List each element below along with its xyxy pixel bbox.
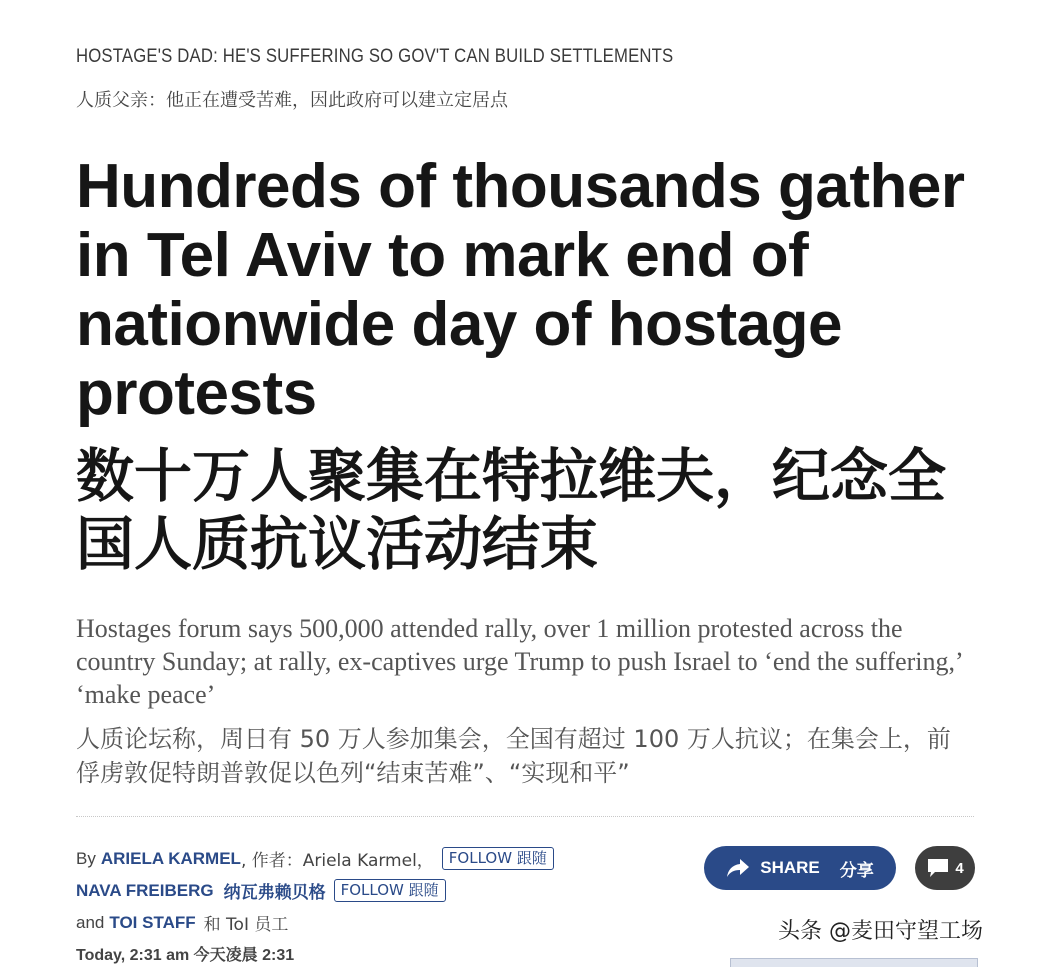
subheadline: Hostages forum says 500,000 attended rally, over 1 million protested across the country Sunday; at rally, ex-captives urge Trump to push Israel to ‘end the suffering,’ ‘make peace’ — [76, 614, 962, 709]
share-button[interactable] — [704, 846, 896, 890]
author-translation-3: 和 ToI 员工 — [203, 915, 289, 935]
kicker[interactable]: HOSTAGE'S DAD: HE'S SUFFERING SO GOV'T CAN BUILD SETTLEMENTS — [76, 46, 674, 67]
headline-translation: 数十万人聚集在特拉维夫，纪念全国人质抗议活动结束 — [76, 442, 947, 578]
author-translation-2: 纳瓦弗赖贝格 — [223, 883, 326, 903]
subheadline-translation: 人质论坛称，周日有 50 万人参加集会，全国有超过 100 万人抗议；在集会上，前俘虏敦促特朗普敦促以色列“结束苦难”、“实现和平” — [76, 725, 951, 787]
byline-by: By — [76, 848, 96, 868]
share-label-translation: 分享 — [839, 860, 874, 881]
author-link-nava-freiberg[interactable]: NAVA FREIBERG — [76, 880, 214, 900]
author-link-ariela-karmel[interactable]: ARIELA KARMEL — [100, 848, 241, 868]
kicker-translation: 人质父亲：他正在遭受苦难，因此政府可以建立定居点 — [76, 90, 508, 111]
comment-bubble-icon — [926, 857, 950, 879]
headline: Hundreds of thousands gather in Tel Aviv to mark end of nationwide day of hostage protests — [76, 152, 965, 428]
byline-row-3 — [76, 910, 288, 935]
divider — [76, 816, 974, 817]
author-link-toi-staff[interactable]: TOI STAFF — [109, 912, 196, 932]
share-arrow-icon — [726, 857, 750, 879]
watermark: 头条 @麦田守望工场 — [778, 919, 983, 944]
byline-row-1 — [76, 846, 554, 871]
byline-row-2 — [76, 878, 446, 903]
author-translation-1: , 作者：Ariela Karmel， — [240, 851, 434, 871]
follow-button-nava-freiberg[interactable]: FOLLOW 跟随 — [334, 879, 446, 902]
share-label: SHARE — [760, 858, 820, 877]
follow-button-ariela-karmel[interactable]: FOLLOW 跟随 — [442, 847, 554, 870]
comments-button[interactable] — [915, 846, 975, 890]
publish-timestamp: Today, 2:31 am 今天凌晨 2:31 — [76, 947, 295, 964]
byline-and: and — [76, 912, 105, 932]
comment-count: 4 — [955, 859, 964, 877]
